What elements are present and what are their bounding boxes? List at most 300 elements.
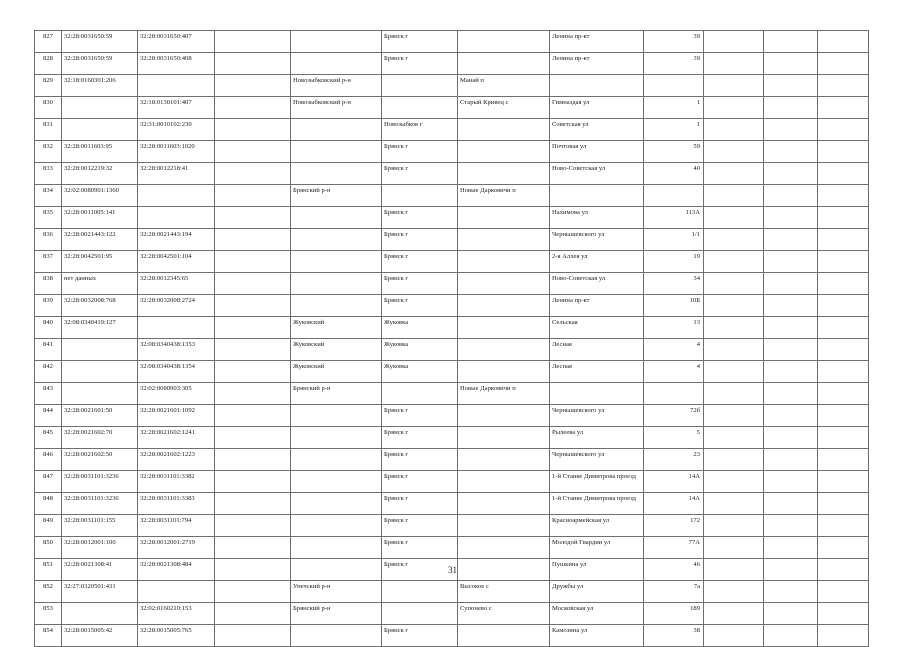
cell-text bbox=[706, 383, 760, 385]
cell-text: Рылеева ул bbox=[552, 429, 584, 436]
district-cell bbox=[291, 141, 382, 163]
cell-text: 189 bbox=[690, 605, 700, 612]
cell-text bbox=[820, 471, 866, 473]
cell-text: 23 bbox=[693, 451, 700, 458]
cell-text bbox=[706, 339, 760, 341]
table-row bbox=[35, 163, 869, 185]
cell-text bbox=[706, 251, 760, 253]
cell-text: Брянск г bbox=[384, 33, 409, 40]
cell-text bbox=[706, 97, 760, 99]
cell-text: Брянск г bbox=[384, 407, 409, 414]
settlement-cell bbox=[458, 273, 550, 295]
cell-text: 845 bbox=[43, 429, 53, 436]
settlement-cell bbox=[458, 625, 550, 647]
cell-text bbox=[217, 625, 288, 627]
cadastral-number-cell bbox=[62, 207, 138, 229]
district-cell bbox=[291, 493, 382, 515]
extra-cell-c bbox=[818, 31, 869, 53]
cell-text bbox=[460, 141, 547, 143]
row-number-cell bbox=[35, 75, 62, 97]
cell-text: 32:28:0031101:794 bbox=[140, 517, 192, 524]
settlement-cell bbox=[458, 581, 550, 603]
settlement-cell bbox=[458, 317, 550, 339]
city-cell bbox=[382, 185, 458, 207]
cell-text: 1 bbox=[696, 99, 700, 106]
blank-cell bbox=[215, 53, 291, 75]
extra-cell-c bbox=[818, 163, 869, 185]
extra-cell-b bbox=[764, 53, 818, 75]
cell-text bbox=[706, 471, 760, 473]
settlement-cell bbox=[458, 119, 550, 141]
cell-text bbox=[706, 75, 760, 77]
cadastral-number-cell bbox=[62, 163, 138, 185]
city-cell bbox=[382, 339, 458, 361]
cell-text bbox=[706, 295, 760, 297]
cell-text bbox=[64, 383, 135, 385]
cell-text bbox=[706, 185, 760, 187]
house-number-cell bbox=[644, 163, 704, 185]
cell-text: Ново-Советская ул bbox=[552, 275, 606, 282]
city-cell bbox=[382, 493, 458, 515]
settlement-cell bbox=[458, 471, 550, 493]
cell-text bbox=[820, 405, 866, 407]
cell-text bbox=[766, 427, 815, 429]
city-cell bbox=[382, 251, 458, 273]
cell-text bbox=[460, 625, 547, 627]
cadastral-number-cell bbox=[62, 493, 138, 515]
cell-text: Московская ул bbox=[552, 605, 594, 612]
district-cell bbox=[291, 185, 382, 207]
cell-text: 172 bbox=[690, 517, 700, 524]
cell-text bbox=[552, 383, 641, 385]
object-cadastral-number-cell bbox=[138, 581, 215, 603]
cell-text: 829 bbox=[43, 77, 53, 84]
blank-cell bbox=[215, 97, 291, 119]
district-cell bbox=[291, 537, 382, 559]
cell-text: 32:28:0032008:768 bbox=[64, 297, 116, 304]
cell-text bbox=[217, 185, 288, 187]
cell-text: 113А bbox=[685, 209, 700, 216]
cell-text bbox=[766, 383, 815, 385]
extra-cell-b bbox=[764, 449, 818, 471]
cell-text bbox=[766, 603, 815, 605]
cell-text bbox=[766, 515, 815, 517]
extra-cell-b bbox=[764, 163, 818, 185]
cell-text bbox=[706, 603, 760, 605]
cell-text: 828 bbox=[43, 55, 53, 62]
object-cadastral-number-cell bbox=[138, 251, 215, 273]
cell-text bbox=[293, 515, 379, 517]
row-number-cell bbox=[35, 537, 62, 559]
blank-cell bbox=[215, 581, 291, 603]
cadastral-number-cell bbox=[62, 339, 138, 361]
blank-cell bbox=[215, 383, 291, 405]
cell-text: Молодой Гвардии ул bbox=[552, 539, 611, 546]
settlement-cell bbox=[458, 427, 550, 449]
cell-text: 843 bbox=[43, 385, 53, 392]
district-cell bbox=[291, 515, 382, 537]
cell-text bbox=[460, 515, 547, 517]
extra-cell-c bbox=[818, 97, 869, 119]
cell-text: 14А bbox=[688, 473, 700, 480]
blank-cell bbox=[215, 251, 291, 273]
cell-text bbox=[217, 515, 288, 517]
street-cell bbox=[550, 273, 644, 295]
row-number-cell bbox=[35, 97, 62, 119]
cell-text bbox=[460, 471, 547, 473]
cell-text: Жуковка bbox=[384, 319, 409, 326]
cell-text: Брянский р-н bbox=[293, 385, 331, 392]
cell-text bbox=[293, 53, 379, 55]
street-cell bbox=[550, 405, 644, 427]
cell-text bbox=[766, 471, 815, 473]
cell-text bbox=[217, 141, 288, 143]
cell-text bbox=[766, 185, 815, 187]
district-cell bbox=[291, 427, 382, 449]
cell-text: 32:28:0042501:95 bbox=[64, 253, 113, 260]
table-row bbox=[35, 185, 869, 207]
blank-cell bbox=[215, 229, 291, 251]
cadastral-number-cell bbox=[62, 449, 138, 471]
street-cell bbox=[550, 141, 644, 163]
cell-text bbox=[217, 339, 288, 341]
cell-text: 839 bbox=[43, 297, 53, 304]
district-cell bbox=[291, 581, 382, 603]
cell-text bbox=[460, 229, 547, 231]
cell-text: Камозина ул bbox=[552, 627, 588, 634]
house-number-cell bbox=[644, 207, 704, 229]
cell-text bbox=[766, 625, 815, 627]
cell-text bbox=[706, 405, 760, 407]
extra-cell-b bbox=[764, 141, 818, 163]
table-row bbox=[35, 207, 869, 229]
district-cell bbox=[291, 361, 382, 383]
street-cell bbox=[550, 31, 644, 53]
house-number-cell bbox=[644, 229, 704, 251]
cell-text bbox=[460, 405, 547, 407]
extra-cell-a bbox=[704, 427, 764, 449]
house-number-cell bbox=[644, 141, 704, 163]
settlement-cell bbox=[458, 449, 550, 471]
object-cadastral-number-cell bbox=[138, 229, 215, 251]
extra-cell-a bbox=[704, 53, 764, 75]
cell-text bbox=[293, 273, 379, 275]
house-number-cell bbox=[644, 75, 704, 97]
cell-text: 1/1 bbox=[691, 231, 700, 238]
cell-text bbox=[766, 537, 815, 539]
cell-text: 836 bbox=[43, 231, 53, 238]
row-number-cell bbox=[35, 163, 62, 185]
cell-text: Супонево с bbox=[460, 605, 492, 612]
extra-cell-a bbox=[704, 361, 764, 383]
table-row bbox=[35, 405, 869, 427]
row-number-cell bbox=[35, 339, 62, 361]
object-cadastral-number-cell bbox=[138, 493, 215, 515]
cell-text bbox=[820, 251, 866, 253]
cell-text bbox=[820, 625, 866, 627]
cell-text: Чернышевского ул bbox=[552, 231, 605, 238]
blank-cell bbox=[215, 75, 291, 97]
house-number-cell bbox=[644, 537, 704, 559]
extra-cell-c bbox=[818, 537, 869, 559]
object-cadastral-number-cell bbox=[138, 31, 215, 53]
cell-text bbox=[460, 163, 547, 165]
extra-cell-c bbox=[818, 383, 869, 405]
extra-cell-a bbox=[704, 405, 764, 427]
cell-text: 32:28:0011005:141 bbox=[64, 209, 116, 216]
cell-text bbox=[820, 493, 866, 495]
cell-text: Новозыбков г bbox=[384, 121, 423, 128]
extra-cell-a bbox=[704, 317, 764, 339]
object-cadastral-number-cell bbox=[138, 185, 215, 207]
row-number-cell bbox=[35, 493, 62, 515]
object-cadastral-number-cell bbox=[138, 119, 215, 141]
object-cadastral-number-cell bbox=[138, 317, 215, 339]
cell-text: 844 bbox=[43, 407, 53, 414]
cell-text: Советская ул bbox=[552, 121, 589, 128]
cell-text bbox=[217, 251, 288, 253]
cell-text bbox=[820, 339, 866, 341]
extra-cell-b bbox=[764, 537, 818, 559]
cell-text: Жуковский bbox=[293, 341, 325, 348]
cell-text bbox=[706, 427, 760, 429]
cell-text bbox=[552, 185, 641, 187]
cell-text bbox=[293, 141, 379, 143]
cadastral-number-cell bbox=[62, 625, 138, 647]
settlement-cell bbox=[458, 31, 550, 53]
cell-text bbox=[140, 581, 212, 583]
street-cell bbox=[550, 163, 644, 185]
cell-text: 32:28:0031650:407 bbox=[140, 33, 192, 40]
cell-text: Ленина пр-кт bbox=[552, 297, 590, 304]
cell-text: Чернышевского ул bbox=[552, 451, 605, 458]
cell-text: Жуковка bbox=[384, 341, 409, 348]
cell-text: Высокое с bbox=[460, 583, 489, 590]
cadastral-number-cell bbox=[62, 185, 138, 207]
blank-cell bbox=[215, 603, 291, 625]
cell-text: Дружбы ул bbox=[552, 583, 584, 590]
row-number-cell bbox=[35, 119, 62, 141]
extra-cell-a bbox=[704, 339, 764, 361]
table-row bbox=[35, 229, 869, 251]
row-number-cell bbox=[35, 471, 62, 493]
cell-text: Гимназдая ул bbox=[552, 99, 590, 106]
cell-text: 853 bbox=[43, 605, 53, 612]
district-cell bbox=[291, 625, 382, 647]
extra-cell-b bbox=[764, 361, 818, 383]
table-row bbox=[35, 493, 869, 515]
cell-text bbox=[217, 163, 288, 165]
cell-text: Жуковский bbox=[293, 363, 325, 370]
cell-text: Лесная bbox=[552, 363, 572, 370]
cell-text bbox=[293, 31, 379, 33]
settlement-cell bbox=[458, 295, 550, 317]
row-number-cell bbox=[35, 141, 62, 163]
city-cell bbox=[382, 317, 458, 339]
cell-text bbox=[820, 427, 866, 429]
cell-text bbox=[217, 449, 288, 451]
extra-cell-b bbox=[764, 405, 818, 427]
blank-cell bbox=[215, 273, 291, 295]
house-number-cell bbox=[644, 625, 704, 647]
blank-cell bbox=[215, 163, 291, 185]
district-cell bbox=[291, 251, 382, 273]
extra-cell-b bbox=[764, 75, 818, 97]
cell-text bbox=[766, 339, 815, 341]
blank-cell bbox=[215, 537, 291, 559]
settlement-cell bbox=[458, 207, 550, 229]
extra-cell-a bbox=[704, 603, 764, 625]
blank-cell bbox=[215, 493, 291, 515]
street-cell bbox=[550, 625, 644, 647]
cell-text bbox=[384, 185, 455, 187]
cell-text: 32:28:0011603:1020 bbox=[140, 143, 195, 150]
blank-cell bbox=[215, 625, 291, 647]
cadastral-number-cell bbox=[62, 581, 138, 603]
cell-text: 13 bbox=[693, 319, 700, 326]
cell-text: 32:28:0015005:765 bbox=[140, 627, 192, 634]
settlement-cell bbox=[458, 603, 550, 625]
extra-cell-a bbox=[704, 383, 764, 405]
cell-text: 837 bbox=[43, 253, 53, 260]
cell-text: 32:28:0012345:65 bbox=[140, 275, 189, 282]
cell-text bbox=[293, 537, 379, 539]
cell-text: 72б bbox=[690, 407, 700, 414]
cell-text bbox=[217, 603, 288, 605]
district-cell bbox=[291, 339, 382, 361]
city-cell bbox=[382, 581, 458, 603]
cell-text bbox=[217, 361, 288, 363]
settlement-cell bbox=[458, 339, 550, 361]
house-number-cell bbox=[644, 383, 704, 405]
table-row bbox=[35, 119, 869, 141]
cadastral-number-cell bbox=[62, 427, 138, 449]
extra-cell-a bbox=[704, 185, 764, 207]
object-cadastral-number-cell bbox=[138, 383, 215, 405]
cell-text bbox=[293, 405, 379, 407]
extra-cell-c bbox=[818, 251, 869, 273]
cadastral-number-cell bbox=[62, 405, 138, 427]
cell-text: Жуковский bbox=[293, 319, 325, 326]
cell-text: 46 bbox=[693, 561, 700, 568]
cell-text: Унечский р-н bbox=[293, 583, 331, 590]
table-row bbox=[35, 251, 869, 273]
city-cell bbox=[382, 119, 458, 141]
cell-text bbox=[293, 493, 379, 495]
cell-text: 4 bbox=[696, 363, 700, 370]
cell-text bbox=[460, 427, 547, 429]
cell-text bbox=[766, 53, 815, 55]
row-number-cell bbox=[35, 383, 62, 405]
cell-text bbox=[706, 53, 760, 55]
street-cell bbox=[550, 581, 644, 603]
cell-text bbox=[706, 207, 760, 209]
row-number-cell bbox=[35, 229, 62, 251]
extra-cell-a bbox=[704, 97, 764, 119]
street-cell bbox=[550, 119, 644, 141]
blank-cell bbox=[215, 427, 291, 449]
extra-cell-a bbox=[704, 537, 764, 559]
cell-text: Ленина пр-кт bbox=[552, 33, 590, 40]
cell-text: 7а bbox=[693, 583, 700, 590]
cell-text bbox=[706, 229, 760, 231]
cell-text: 2-я Аллея ул bbox=[552, 253, 588, 260]
extra-cell-c bbox=[818, 317, 869, 339]
cell-text: 19 bbox=[693, 253, 700, 260]
object-cadastral-number-cell bbox=[138, 207, 215, 229]
cell-text: 4 bbox=[696, 341, 700, 348]
cell-text: 832 bbox=[43, 143, 53, 150]
cell-text: 852 bbox=[43, 583, 53, 590]
cell-text bbox=[293, 427, 379, 429]
table-row bbox=[35, 361, 869, 383]
cell-text bbox=[766, 207, 815, 209]
extra-cell-c bbox=[818, 581, 869, 603]
cell-text bbox=[706, 119, 760, 121]
cell-text bbox=[293, 163, 379, 165]
cell-text bbox=[646, 185, 700, 187]
district-cell bbox=[291, 405, 382, 427]
street-cell bbox=[550, 185, 644, 207]
cell-text bbox=[820, 119, 866, 121]
extra-cell-a bbox=[704, 493, 764, 515]
cell-text: 32:28:0021443:194 bbox=[140, 231, 192, 238]
object-cadastral-number-cell bbox=[138, 295, 215, 317]
table-row bbox=[35, 581, 869, 603]
settlement-cell bbox=[458, 97, 550, 119]
cell-text: Брянск г bbox=[384, 297, 409, 304]
table-row bbox=[35, 537, 869, 559]
row-number-cell bbox=[35, 295, 62, 317]
cell-text: Брянск г bbox=[384, 429, 409, 436]
city-cell bbox=[382, 405, 458, 427]
cell-text bbox=[293, 229, 379, 231]
table-row bbox=[35, 625, 869, 647]
street-cell bbox=[550, 361, 644, 383]
cell-text bbox=[460, 559, 547, 561]
district-cell bbox=[291, 273, 382, 295]
cell-text bbox=[820, 383, 866, 385]
cell-text: Ленина пр-кт bbox=[552, 55, 590, 62]
cell-text bbox=[706, 493, 760, 495]
street-cell bbox=[550, 471, 644, 493]
cell-text: 14А bbox=[688, 495, 700, 502]
settlement-cell bbox=[458, 515, 550, 537]
cadastral-number-cell bbox=[62, 603, 138, 625]
extra-cell-a bbox=[704, 163, 764, 185]
cell-text bbox=[766, 119, 815, 121]
object-cadastral-number-cell bbox=[138, 141, 215, 163]
cell-text: Брянск г bbox=[384, 561, 409, 568]
settlement-cell bbox=[458, 75, 550, 97]
extra-cell-c bbox=[818, 603, 869, 625]
extra-cell-a bbox=[704, 251, 764, 273]
extra-cell-b bbox=[764, 207, 818, 229]
extra-cell-b bbox=[764, 251, 818, 273]
table-row bbox=[35, 471, 869, 493]
cell-text: 32:28:0021308:41 bbox=[64, 561, 113, 568]
district-cell bbox=[291, 229, 382, 251]
cell-text: Брянск г bbox=[384, 451, 409, 458]
cadastral-number-cell bbox=[62, 97, 138, 119]
cell-text: 32:28:0031101:155 bbox=[64, 517, 116, 524]
object-cadastral-number-cell bbox=[138, 603, 215, 625]
cell-text bbox=[217, 75, 288, 77]
extra-cell-c bbox=[818, 141, 869, 163]
settlement-cell bbox=[458, 229, 550, 251]
cell-text: 32:28:0031101:3383 bbox=[140, 495, 195, 502]
street-cell bbox=[550, 427, 644, 449]
